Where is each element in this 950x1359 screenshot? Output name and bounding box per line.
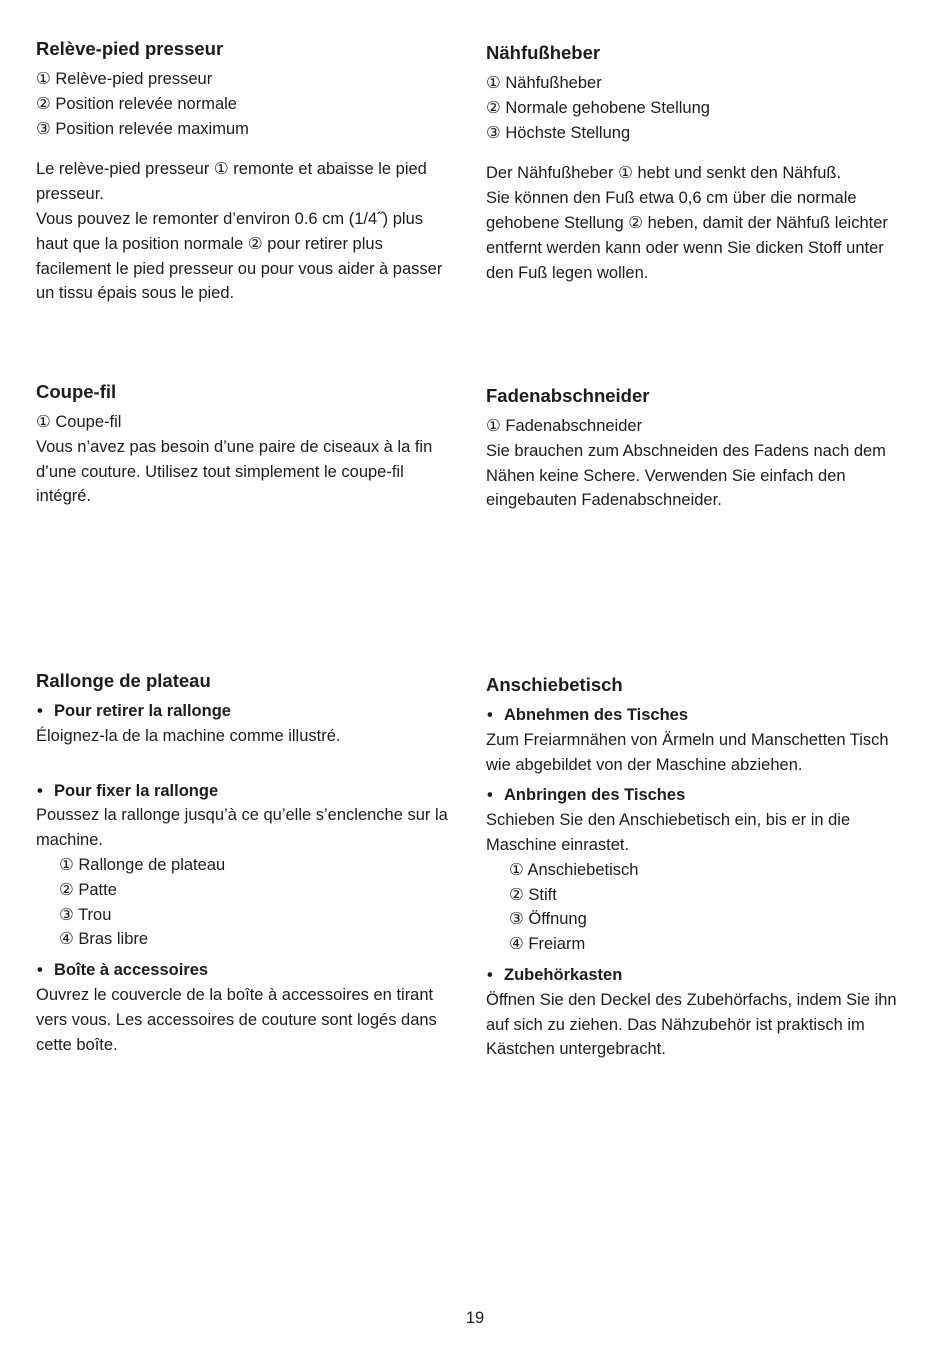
list-item: ④ Bras libre (59, 930, 149, 949)
section-title: Coupe-fil (36, 381, 117, 402)
body-text: Vous n’avez pas besoin d’une paire de ciseaux à la fin d’une couture. Utilisez tout simplement le coupe-fil intégré. (36, 437, 433, 506)
section-title: Nähfußheber (486, 42, 601, 63)
list-item: ② Normale gehobene Stellung (486, 98, 710, 117)
body-text: Éloignez-la de la machine comme illustré. (36, 726, 341, 745)
section-title: Relève-pied presseur (36, 38, 224, 59)
bullet-heading: • Abnehmen des Tisches (486, 703, 916, 728)
list-item: ④ Freiarm (509, 935, 586, 954)
list-item: ② Position relevée normale (36, 94, 237, 113)
section-fadenabschneider (486, 383, 916, 513)
section-rallonge (36, 668, 466, 1057)
body-text: Ouvrez le couvercle de la boîte à accessoires en tirant vers vous. Les accessoires de couture sont logés dans cette boîte. (36, 985, 437, 1054)
section-releve-pied (36, 36, 466, 306)
section-title: Fadenabschneider (486, 385, 650, 406)
body-text: Schieben Sie den Anschiebetisch ein, bis er in die Maschine einrastet. (486, 811, 851, 854)
list-item: ② Patte (59, 880, 117, 899)
list-item: ① Fadenabschneider (486, 417, 643, 435)
body-text: Öffnen Sie den Deckel des Zubehörfachs, indem Sie ihn auf sich zu ziehen. Das Nähzubehör ist praktisch im Kästchen untergebracht. (486, 990, 897, 1059)
bullet-heading: • Pour fixer la rallonge (36, 779, 466, 804)
list-item: ③ Trou (59, 905, 112, 924)
list-item: ③ Öffnung (509, 910, 587, 929)
section-anschiebetisch (486, 672, 916, 1062)
list-item: ① Relève-pied presseur (36, 70, 213, 88)
list-item: ③ Position relevée maximum (36, 119, 249, 138)
list-item: ② Stift (509, 885, 557, 904)
bullet-heading: • Boîte à accessoires (36, 958, 466, 983)
page-number: 19 (465, 1309, 485, 1327)
list-item: ① Nähfußheber (486, 74, 602, 92)
body-text: Poussez la rallonge jusqu’à ce qu’elle s’enclenche sur la machine. (36, 806, 448, 850)
section-title: Rallonge de plateau (36, 670, 211, 691)
list-item: ① Anschiebetisch (509, 860, 639, 879)
section-naehfussheber (486, 40, 916, 285)
bullet-heading: • Zubehörkasten (486, 963, 916, 988)
list-item: ① Rallonge de plateau (59, 855, 226, 874)
body-text: Le relève-pied presseur ① remonte et abaisse le pied presseur. Vous pouvez le remonter d’environ 0.6 cm (1/4˝) plus haut que la position normale ② pour retirer plus facilement le pied presseur ou pour vous aider à passer un tissu épais sous le pied. (36, 160, 443, 303)
body-text: Sie brauchen zum Abschneiden des Fadens nach dem Nähen keine Schere. Verwenden Sie einfach den eingebauten Fadenabschneider. (486, 441, 886, 510)
body-text: Zum Freiarmnähen von Ärmeln und Manschetten Tisch wie abgebildet von der Maschine abziehen. (486, 730, 889, 774)
bullet-heading: • Pour retirer la rallonge (36, 699, 466, 724)
list-item: ① Coupe-fil (36, 413, 122, 431)
section-title: Anschiebetisch (486, 674, 623, 695)
body-text: Der Nähfußheber ① hebt und senkt den Nähfuß. Sie können den Fuß etwa 0,6 cm über die normale gehobene Stellung ② heben, damit der Nähfuß leichter entfernt werden kann oder wenn Sie dicken Stoff unter den Fuß legen wollen. (486, 164, 888, 282)
list-item: ③ Höchste Stellung (486, 123, 631, 142)
bullet-heading: • Anbringen des Tisches (486, 783, 916, 808)
section-coupe-fil (36, 379, 466, 509)
